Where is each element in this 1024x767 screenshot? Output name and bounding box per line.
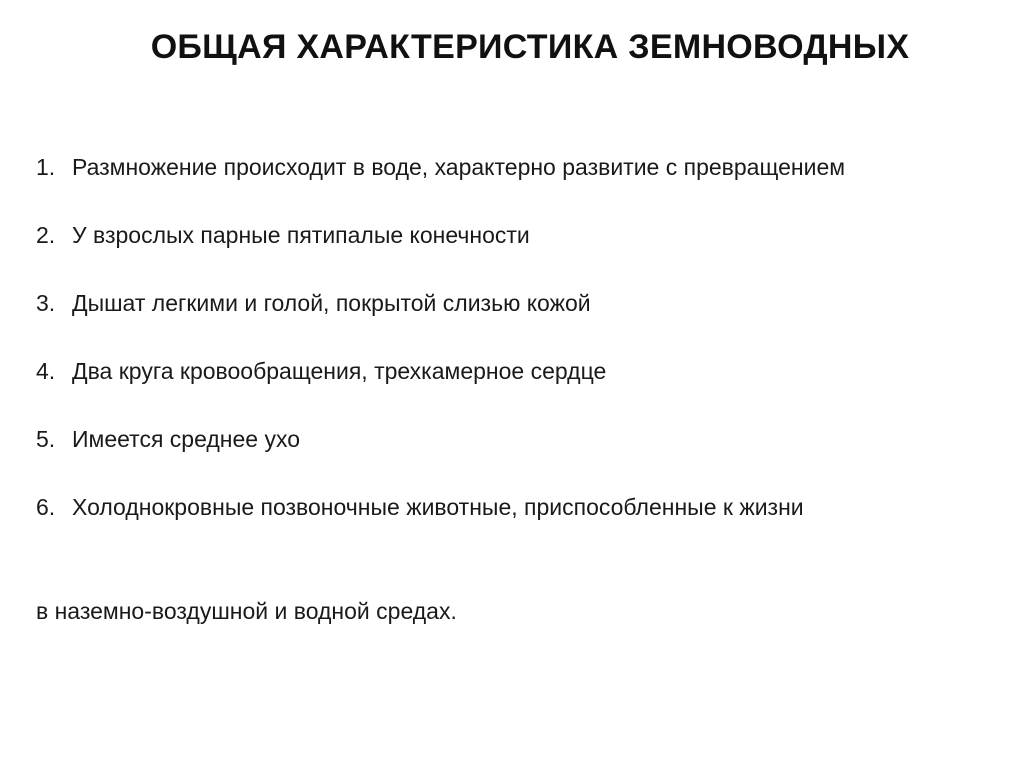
list-item-text: Имеется среднее ухо [72, 426, 300, 452]
list-item-number: 2. [36, 222, 56, 248]
list-item-number: 5. [36, 426, 56, 452]
slide-title: ОБЩАЯ ХАРАКТЕРИСТИКА ЗЕМНОВОДНЫХ [150, 28, 910, 66]
list-item [36, 287, 996, 319]
list-item-text: Размножение происходит в воде, характерно развитие с превращением [72, 154, 846, 180]
list-item-text: У взрослых парные пятипалые конечности [72, 222, 530, 248]
list-item-number: 4. [36, 358, 56, 384]
list-item [36, 423, 996, 455]
list-item-text: Два круга кровообращения, трехкамерное сердце [72, 358, 607, 384]
list-item [36, 491, 996, 523]
list-item-text: Дышат легкими и голой, покрытой слизью кожой [72, 290, 591, 316]
list-item-number: 1. [36, 154, 56, 180]
list-item-number: 3. [36, 290, 56, 316]
characteristics-list [36, 151, 996, 559]
list-item [36, 355, 996, 387]
continuation-text: в наземно-воздушной и водной средах. [36, 598, 457, 624]
list-item-text: Холоднокровные позвоночные животные, приспособленные к жизни [72, 494, 804, 520]
list-item [36, 151, 996, 183]
list-item [36, 219, 996, 251]
list-item-number: 6. [36, 494, 56, 520]
